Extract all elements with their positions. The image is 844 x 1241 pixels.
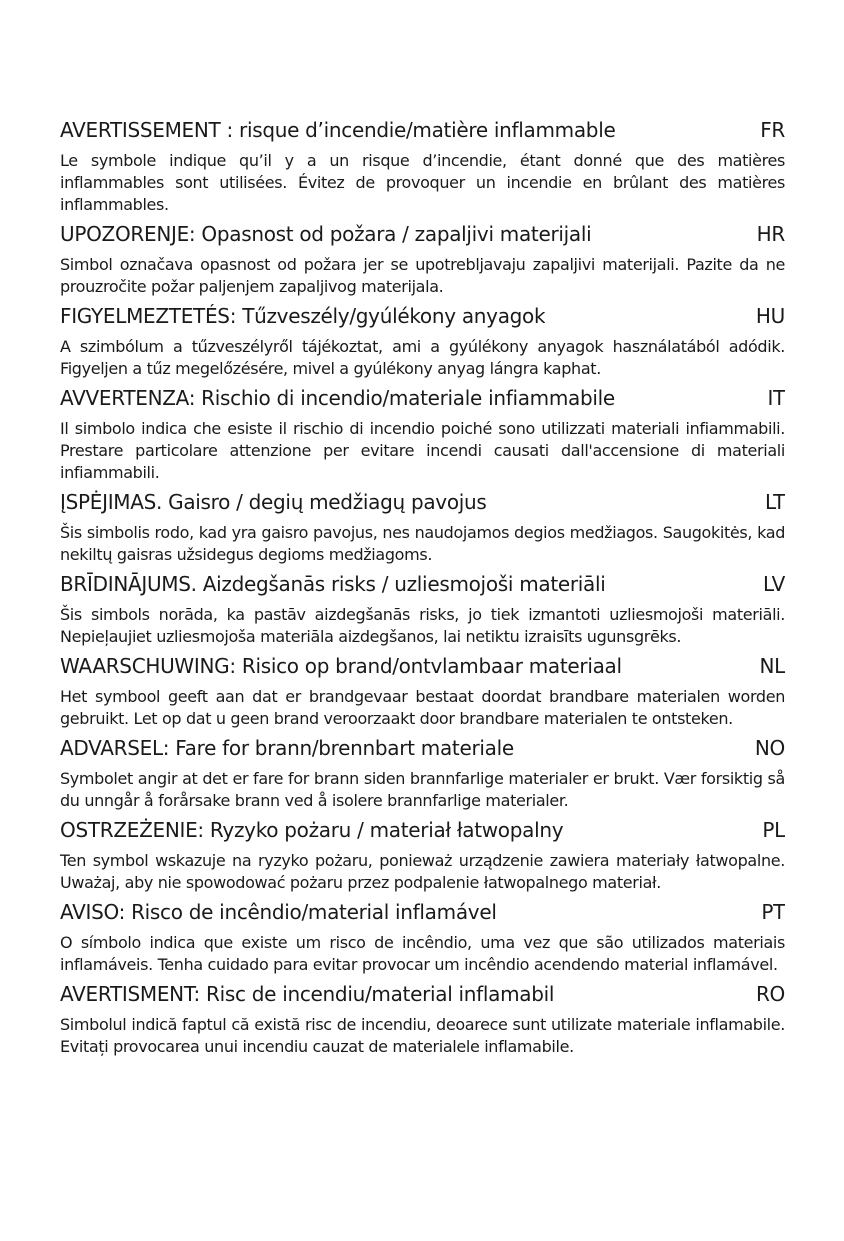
section-text: O símbolo indica que existe um risco de incêndio, uma vez que são utilizados materiais inflamáveis. Tenha cuidado para evitar provocar um incêndio acendendo material inflamável.: [60, 933, 785, 974]
section-text: Simbol označava opasnost od požara jer se upotrebljavaju zapaljivi materijali. Pazite da ne prouzročite požar paljenjem zapaljivog materijala.: [60, 255, 785, 296]
section-title: AVISO: Risco de incêndio/material inflamável: [60, 900, 497, 924]
section-heading: [60, 980, 785, 1008]
warning-section-pl: [60, 816, 785, 894]
warning-section-hr: [60, 220, 785, 298]
section-heading: [60, 302, 785, 330]
warning-section-it: [60, 384, 785, 484]
section-text: Šis simbols norāda, ka pastāv aizdegšanās risks, jo tiek izmantoti uzliesmojoši materiāli. Nepieļaujiet uzliesmojoša materiāla aizdegšanos, lai netiktu izraisīts ugunsgrēks.: [60, 605, 785, 646]
language-code: IT: [767, 386, 785, 410]
warning-section-lt: [60, 488, 785, 566]
language-code: LV: [762, 572, 785, 596]
warning-section-ro: [60, 980, 785, 1058]
section-text: Ten symbol wskazuje na ryzyko pożaru, ponieważ urządzenie zawiera materiały łatwopalne. Uważaj, aby nie spowodować pożaru przez podpalenie łatwopalnego materiał.: [60, 851, 785, 892]
section-heading: [60, 734, 785, 762]
section-text: Het symbool geeft aan dat er brandgevaar bestaat doordat brandbare materialen worden gebruikt. Let op dat u geen brand veroorzaakt door brandbare materialen te ontsteken.: [60, 687, 785, 728]
section-text: Il simbolo indica che esiste il rischio di incendio poiché sono utilizzati materiali infiammabili. Prestare particolare attenzione per evitare incendi causati dall'accensione di materiali infiammabili.: [60, 419, 785, 482]
language-code: RO: [755, 982, 785, 1006]
warning-section-lv: [60, 570, 785, 648]
section-title: UPOZORENJE: Opasnost od požara / zapaljivi materijali: [60, 222, 592, 246]
language-code: HR: [756, 222, 785, 246]
section-heading: [60, 220, 785, 248]
warning-section-pt: [60, 898, 785, 976]
document-page: [60, 116, 785, 1062]
section-text: Le symbole indique qu’il y a un risque d’incendie, étant donné que des matières inflammables sont utilisées. Évitez de provoquer un incendie en brûlant des matières inflammables.: [60, 151, 785, 214]
section-heading: [60, 570, 785, 598]
warning-section-fr: [60, 116, 785, 216]
language-code: NL: [759, 654, 785, 678]
language-code: FR: [760, 118, 785, 142]
section-title: OSTRZEŻENIE: Ryzyko pożaru / materiał łatwopalny: [60, 818, 564, 842]
warning-section-no: [60, 734, 785, 812]
language-code: HU: [755, 304, 785, 328]
section-heading: [60, 384, 785, 412]
section-text: Symbolet angir at det er fare for brann siden brannfarlige materialer er brukt. Vær forsiktig så du unngår å forårsake brann ved å isolere brannfarlige materialer.: [60, 769, 785, 810]
section-heading: [60, 898, 785, 926]
section-heading: [60, 652, 785, 680]
section-title: ADVARSEL: Fare for brann/brennbart materiale: [60, 736, 514, 760]
language-code: PL: [762, 818, 785, 842]
section-title: FIGYELMEZTETÉS: Tűzveszély/gyúlékony anyagok: [60, 304, 546, 328]
language-code: LT: [764, 490, 785, 514]
section-title: WAARSCHUWING: Risico op brand/ontvlambaar materiaal: [60, 654, 622, 678]
language-code: NO: [754, 736, 785, 760]
warning-section-nl: [60, 652, 785, 730]
section-title: BRĪDINĀJUMS. Aizdegšanās risks / uzliesmojoši materiāli: [60, 572, 606, 596]
section-title: ĮSPĖJIMAS. Gaisro / degių medžiagų pavojus: [60, 490, 487, 514]
section-title: AVERTISMENT: Risc de incendiu/material inflamabil: [60, 982, 555, 1006]
language-code: PT: [761, 900, 785, 924]
section-text: A szimbólum a tűzveszélyről tájékoztat, ami a gyúlékony anyagok használatából adódik. Figyeljen a tűz megelőzésére, mivel a gyúlékony anyag lángra kaphat.: [60, 337, 785, 378]
section-text: Šis simbolis rodo, kad yra gaisro pavojus, nes naudojamos degios medžiagos. Saugokitės, kad nekiltų gaisras užsidegus degioms medžiagoms.: [60, 523, 785, 564]
warning-section-hu: [60, 302, 785, 380]
section-heading: [60, 816, 785, 844]
section-title: AVERTISSEMENT : risque d’incendie/matière inflammable: [60, 118, 616, 142]
section-title: AVVERTENZA: Rischio di incendio/materiale infiammabile: [60, 386, 615, 410]
section-heading: [60, 116, 785, 144]
section-text: Simbolul indică faptul că există risc de incendiu, deoarece sunt utilizate materiale inflamabile. Evitați provocarea unui incendiu cauzat de materialele inflamabile.: [60, 1015, 785, 1056]
section-heading: [60, 488, 785, 516]
